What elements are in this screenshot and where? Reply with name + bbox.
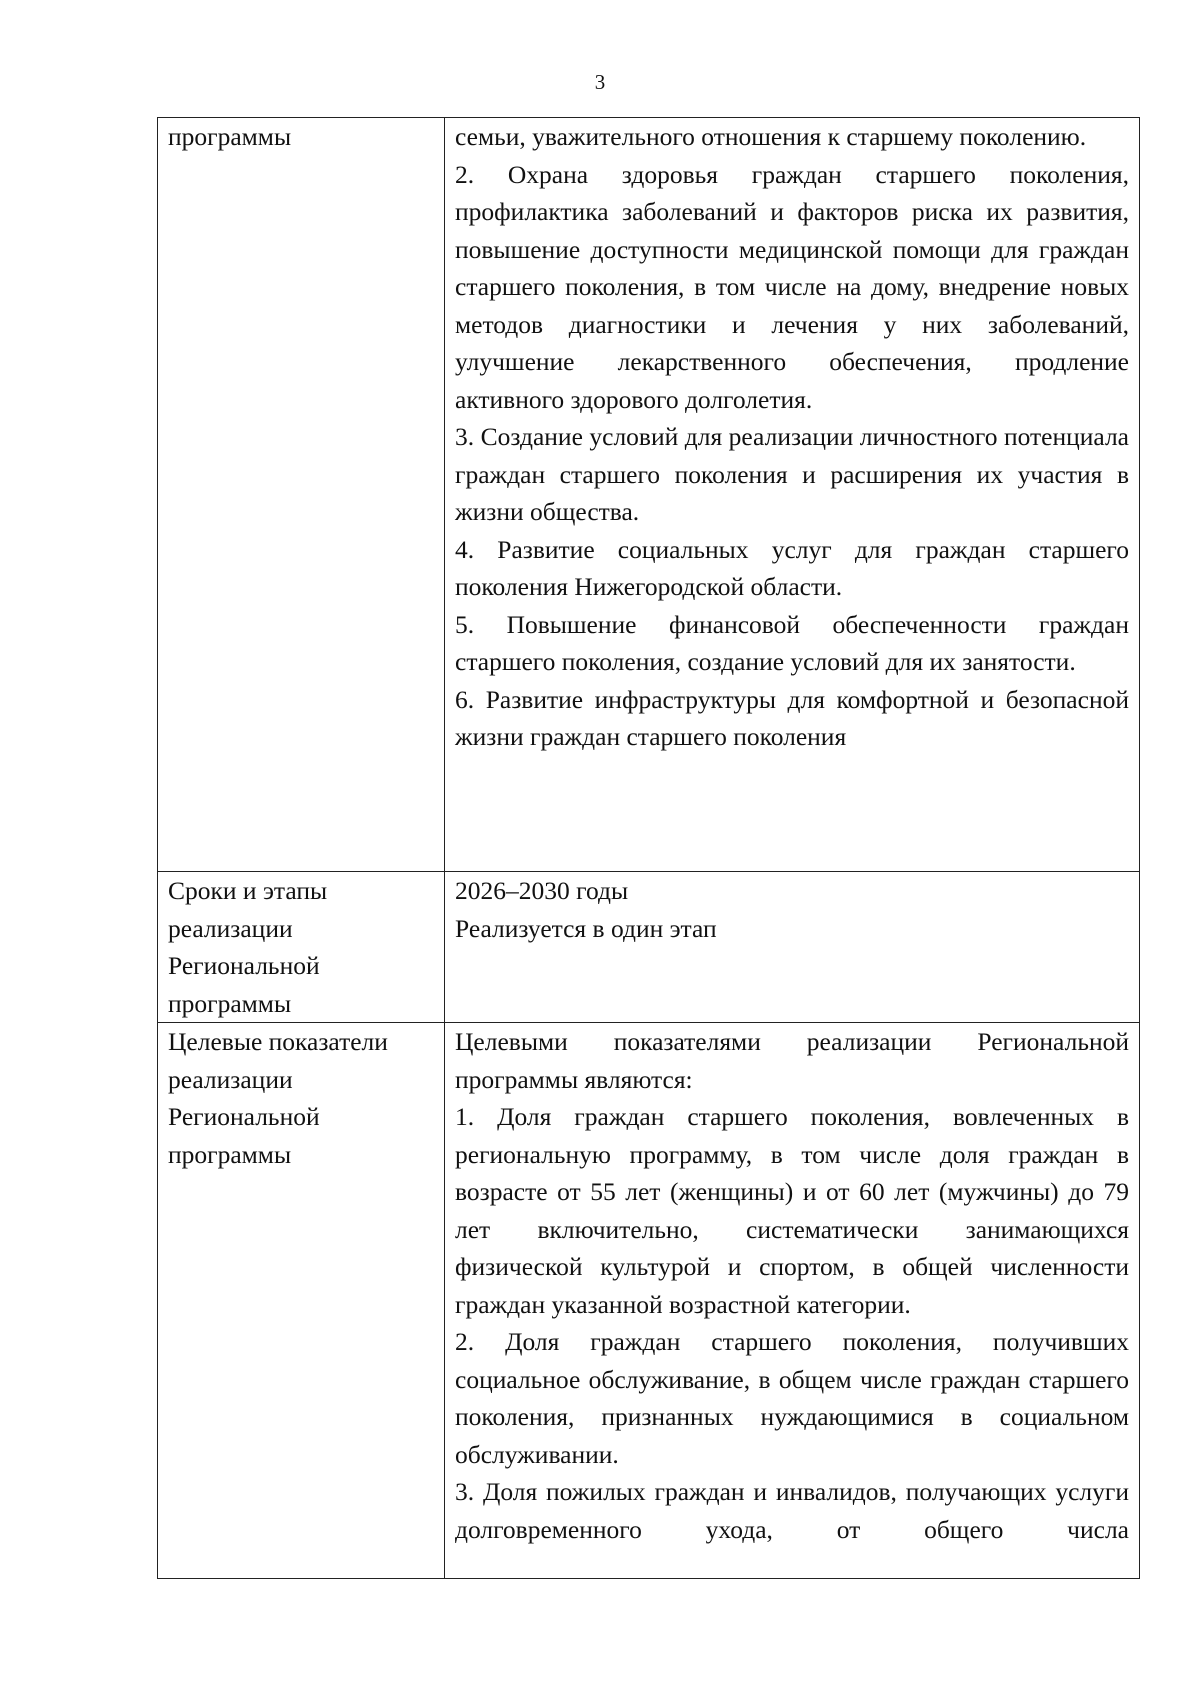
row-label-line: Региональной [168, 951, 320, 980]
indicator-item-2: 2. Доля граждан старшего поколения, получивших социальное обслуживание, в общем числе граждан старшего поколения, признанных нуждающимися в социальном обслуживании. [455, 1327, 1129, 1469]
task-item-4: 4. Развитие социальных услуг для граждан старшего поколения Нижегородской области. [455, 534, 1129, 601]
table-row-program-tasks [158, 118, 1140, 872]
row-label-line: Сроки и этапы [168, 876, 328, 905]
row-label-line: реализации [168, 1064, 293, 1094]
row-label-line: программы [168, 122, 292, 151]
task-item-2: 2. Охрана здоровья граждан старшего поколения, профилактика заболеваний и факторов риска их развития, повышение доступности медицинской помощи для граждан старшего поколения, в том числе на дому, внедрение новых методов диагностики и лечения у них заболеваний, улучшение лекарственного обеспечения, продление активного здорового долголетия. [455, 159, 1129, 414]
row-label-cell [158, 118, 445, 872]
indicators-intro: Целевыми показателями реализации Региональной программы являются: [455, 1027, 1129, 1094]
row-label-line: программы [168, 988, 292, 1018]
terms-stage: Реализуется в один этап [455, 913, 717, 943]
indicator-item-1: 1. Доля граждан старшего поколения, вовлеченных в региональную программу, в том числе доля граждан в возрасте от 55 лет (женщины) и от 60 лет (мужчины) до 79 лет включительно, систематически занимающихся физической культурой и спортом, в общей численности граждан указанной возрастной категории. [455, 1102, 1129, 1319]
table-row-terms-and-stages [158, 872, 1140, 1023]
row-label-line: Региональной [168, 1102, 320, 1131]
task-item-3: 3. Создание условий для реализации личностного потенциала граждан старшего поколения и расширения их участия в жизни общества. [455, 422, 1129, 526]
page-number: 3 [594, 70, 606, 94]
row-label-line: Целевые показатели [168, 1027, 388, 1056]
row-value-cell [445, 1023, 1140, 1579]
indicator-item-3: 3. Доля пожилых граждан и инвалидов, получающих услуги долговременного ухода, от общего числа [455, 1477, 1129, 1544]
terms-years: 2026–2030 годы [455, 876, 629, 905]
task-item-6: 6. Развитие инфраструктуры для комфортной и безопасной жизни граждан старшего поколения [455, 684, 1129, 751]
table-row-target-indicators [158, 1023, 1140, 1579]
row-label-cell [158, 1023, 445, 1579]
task-item-5: 5. Повышение финансовой обеспеченности граждан старшего поколения, создание условий для их занятости. [455, 609, 1129, 676]
row-label-line: программы [168, 1139, 292, 1169]
row-value-cell [445, 118, 1140, 872]
task-paragraph: семьи, уважительного отношения к старшему поколению. [455, 122, 1087, 151]
row-label-cell [158, 872, 445, 1023]
row-label-line: реализации [168, 913, 293, 943]
row-value-cell [445, 872, 1140, 1023]
program-passport-table [157, 117, 1140, 1579]
